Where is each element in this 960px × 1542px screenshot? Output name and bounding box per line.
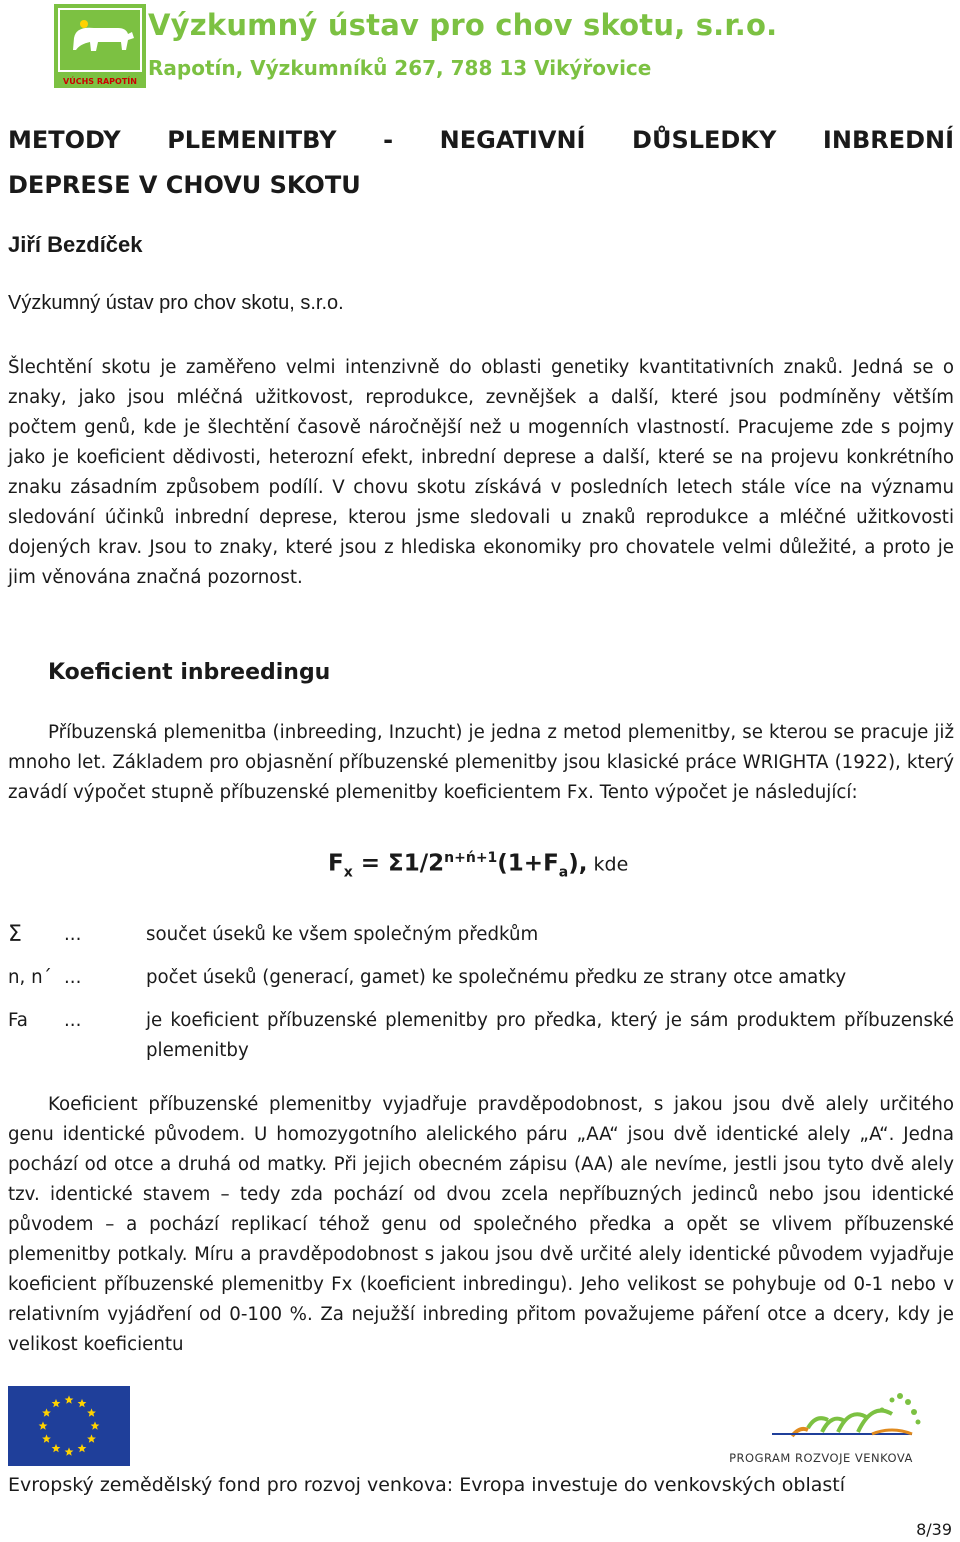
inbreeding-formula xyxy=(328,850,628,880)
definition-symbol: Fa xyxy=(8,1010,28,1031)
definition-text: je koeficient příbuzenské plemenitby pro předka, který je sám produktem příbuzenské plemenitby xyxy=(146,1010,954,1061)
institute-logo xyxy=(54,4,146,88)
formula-sub-x: x xyxy=(343,864,353,881)
definition-dots: ... xyxy=(64,1010,82,1031)
affiliation: Výzkumný ústav pro chov skotu, s.r.o. xyxy=(8,292,344,314)
title-word: PLEMENITBY xyxy=(167,126,337,154)
definition-row xyxy=(8,963,954,993)
title-word: - xyxy=(383,126,394,154)
page-number: 8/39 xyxy=(916,1520,952,1539)
institute-address: Rapotín, Výzkumníků 267, 788 13 Vikýřovice xyxy=(148,56,652,80)
section-heading: Koeficient inbreedingu xyxy=(48,660,331,685)
title-word: DŮSLEDKY xyxy=(632,126,777,154)
intro-paragraph: Šlechtění skotu je zaměřeno velmi intenzivně do oblasti genetiky kvantitativních znaků. Jedná se o znaky, jako jsou mléčná užitkovost, reprodukce, zevnějšek a další, které jsou podmíněny větším počtem genů, kde je šlechtění časově náročnější než u mogenních vlastností. Pracujeme zde s pojmy jako je koeficient dědivosti, heterozní efekt, inbrední deprese a další, které se na projevu konkrétního znaku zásadním způsobem podílí. V chovu skotu získává v posledních letech stále více na významu sledování účinků inbrední deprese, kterou jsme sledovali u znaků reprodukce a mléčné užitkovosti dojených krav. Jsou to znaky, které jsou z hlediska ekonomiky pro chovatele velmi důležité, a proto je jim věnována značná pozornost. xyxy=(8,357,954,588)
title-word: NEGATIVNÍ xyxy=(439,126,586,154)
rural-development-logo xyxy=(712,1388,930,1468)
formula-kde: kde xyxy=(587,853,629,876)
prv-logo-text: PROGRAM ROZVOJE VENKOVA xyxy=(729,1451,913,1465)
eu-flag-icon xyxy=(8,1386,130,1466)
author: Jiří Bezdíček xyxy=(8,232,143,257)
formula-sub-a: a xyxy=(558,864,569,881)
footer-text: Evropský zemědělský fond pro rozvoj venkova: Evropa investuje do venkovských oblastí xyxy=(8,1474,846,1496)
definition-row xyxy=(8,1006,954,1066)
definition-dots: ... xyxy=(64,967,82,988)
title-word: METODY xyxy=(8,126,121,154)
definition-dots: ... xyxy=(64,924,82,945)
formula-eq: = Σ1/2 xyxy=(352,850,445,877)
definition-list xyxy=(8,920,954,1079)
formula-f: F xyxy=(328,850,344,877)
definition-row xyxy=(8,920,954,950)
section-paragraph: Příbuzenská plemenitba (inbreeding, Inzucht) je jedna z metod plemenitby, se kterou se pracuje již mnoho let. Základem pro objasnění příbuzenské plemenitby jsou klasické práce WRIGHTA (1922), který zavádí výpočet stupně příbuzenské plemenitby koeficientem Fx. Tento výpočet je následující: xyxy=(8,722,954,803)
formula-paren: (1+F xyxy=(497,850,559,877)
formula-exponent: n+ń+1 xyxy=(444,850,498,866)
definition-text: počet úseků (generací, gamet) ke společnému předku ze strany otce amatky xyxy=(146,967,847,988)
definition-symbol: Σ xyxy=(8,922,22,947)
formula-close: ), xyxy=(568,850,588,877)
institute-name: Výzkumný ústav pro chov skotu, s.r.o. xyxy=(148,8,778,42)
closing-paragraph: Koeficient příbuzenské plemenitby vyjadřuje pravděpodobnost, s jakou jsou dvě alely určitého genu identické původem. U homozygotního alelického páru „AA“ jsou dvě identické alely „A“. Jedna pochází od otce a druhá od matky. Při jejich obecném zápisu (AA) ale nevíme, jestli jsou tyto dvě alely tzv. identické stavem – tedy zda pochází od dvou zcela nepříbuzných jedinců nebo jsou identické původem – a pochází replikací téhož genu od společného předka a opět se vlivem příbuzenské plemenitby potkaly. Míru a pravděpodobnost s jakou jsou dvě určité alely identické původem vyjadřuje koeficient příbuzenské plemenitby Fx (koeficient inbredingu). Jeho velikost se pohybuje od 0-1 nebo v relativním vyjádření od 0-100 %. Za nejužší inbreding přitom považujeme páření otce a dcery, kdy je velikost koeficientu xyxy=(8,1094,954,1355)
logo-text: VÚCHS RAPOTÍN xyxy=(63,77,137,86)
title-word: INBREDNÍ xyxy=(822,126,955,154)
article-title-line1 xyxy=(8,116,954,165)
definition-symbol: n, n´ xyxy=(8,967,52,988)
definition-text: součet úseků ke všem společným předkům xyxy=(146,924,539,945)
article-title-line2: DEPRESE V CHOVU SKOTU xyxy=(8,171,361,199)
